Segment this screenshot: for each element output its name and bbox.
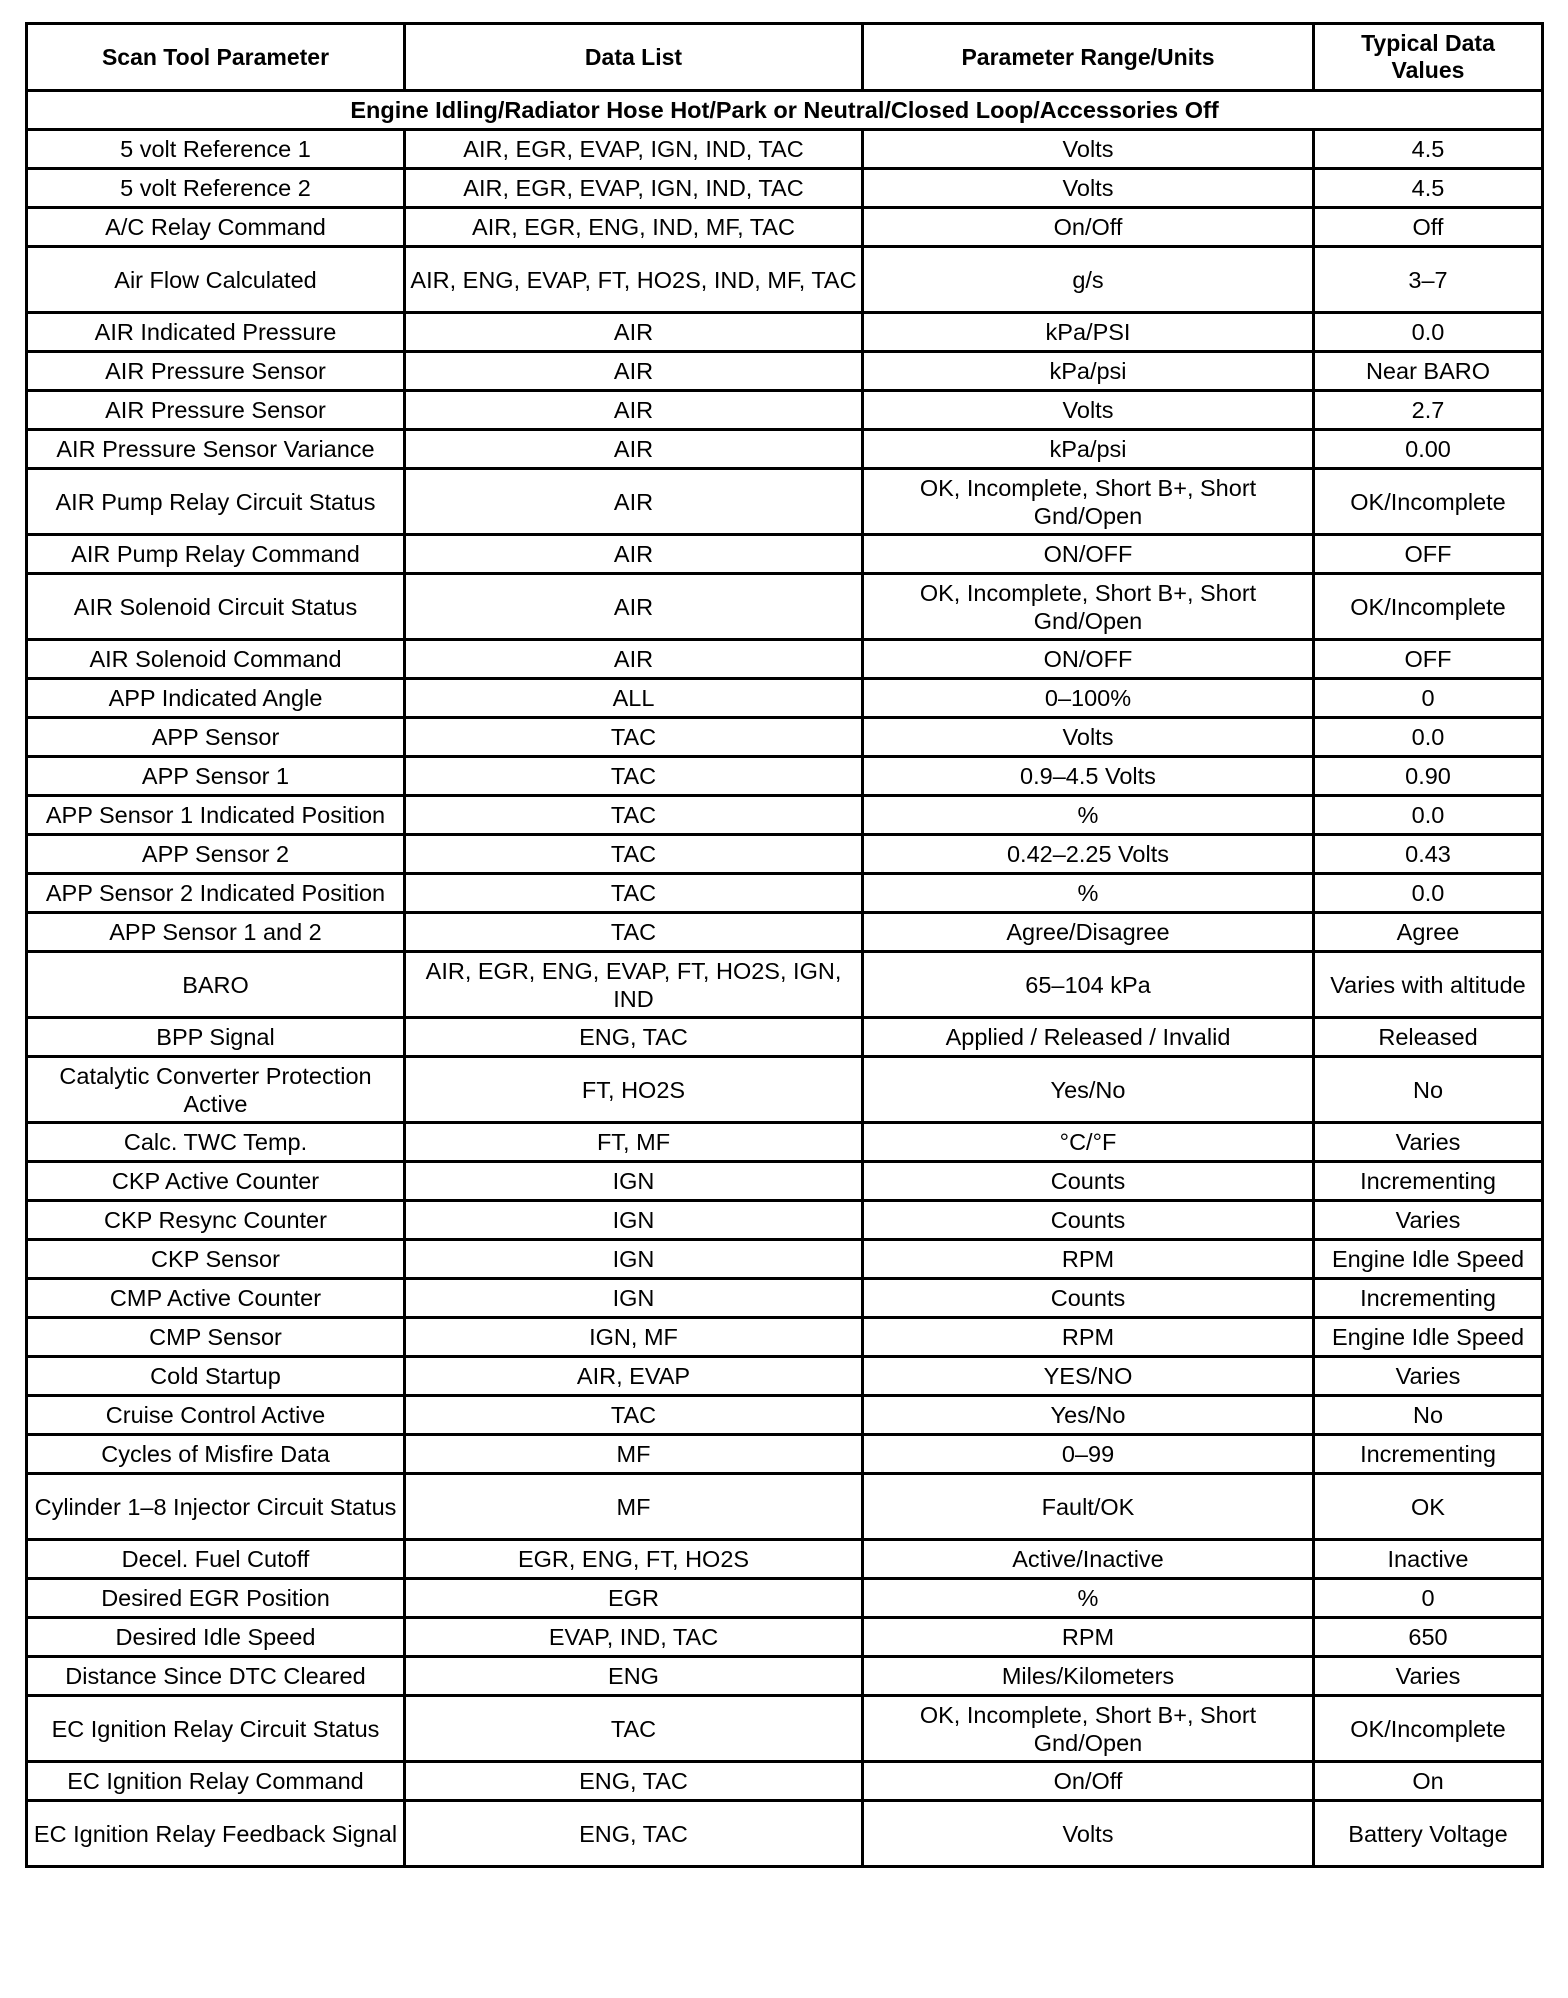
cell-scan-tool-parameter: APP Sensor bbox=[27, 718, 405, 757]
header-data-list: Data List bbox=[405, 24, 863, 91]
cell-parameter-range: % bbox=[863, 796, 1314, 835]
cell-data-list: TAC bbox=[405, 1396, 863, 1435]
cell-typical-value: On bbox=[1314, 1762, 1543, 1801]
cell-scan-tool-parameter: Desired Idle Speed bbox=[27, 1618, 405, 1657]
table-row bbox=[27, 1801, 1543, 1867]
cell-data-list: AIR bbox=[405, 430, 863, 469]
cell-scan-tool-parameter: Catalytic Converter Protection Active bbox=[27, 1057, 405, 1123]
cell-typical-value: 2.7 bbox=[1314, 391, 1543, 430]
cell-parameter-range: OK, Incomplete, Short B+, Short Gnd/Open bbox=[863, 469, 1314, 535]
table-row bbox=[27, 1201, 1543, 1240]
table-row bbox=[27, 874, 1543, 913]
table-row bbox=[27, 247, 1543, 313]
cell-parameter-range: RPM bbox=[863, 1240, 1314, 1279]
cell-typical-value: Battery Voltage bbox=[1314, 1801, 1543, 1867]
cell-scan-tool-parameter: Cruise Control Active bbox=[27, 1396, 405, 1435]
cell-scan-tool-parameter: EC Ignition Relay Circuit Status bbox=[27, 1696, 405, 1762]
cell-scan-tool-parameter: BARO bbox=[27, 952, 405, 1018]
header-parameter-range-units: Parameter Range/Units bbox=[863, 24, 1314, 91]
cell-data-list: IGN bbox=[405, 1162, 863, 1201]
cell-scan-tool-parameter: AIR Indicated Pressure bbox=[27, 313, 405, 352]
cell-scan-tool-parameter: CKP Active Counter bbox=[27, 1162, 405, 1201]
cell-scan-tool-parameter: AIR Pressure Sensor bbox=[27, 352, 405, 391]
cell-data-list: EGR, ENG, FT, HO2S bbox=[405, 1540, 863, 1579]
cell-data-list: TAC bbox=[405, 874, 863, 913]
cell-scan-tool-parameter: CMP Active Counter bbox=[27, 1279, 405, 1318]
table-row bbox=[27, 835, 1543, 874]
cell-typical-value: 0.0 bbox=[1314, 718, 1543, 757]
cell-parameter-range: On/Off bbox=[863, 1762, 1314, 1801]
cell-data-list: IGN, MF bbox=[405, 1318, 863, 1357]
cell-parameter-range: kPa/PSI bbox=[863, 313, 1314, 352]
cell-scan-tool-parameter: AIR Pressure Sensor Variance bbox=[27, 430, 405, 469]
cell-typical-value: Varies bbox=[1314, 1657, 1543, 1696]
cell-scan-tool-parameter: 5 volt Reference 1 bbox=[27, 130, 405, 169]
table-row bbox=[27, 796, 1543, 835]
cell-data-list: TAC bbox=[405, 913, 863, 952]
cell-data-list: AIR, EGR, EVAP, IGN, IND, TAC bbox=[405, 169, 863, 208]
table-row bbox=[27, 1696, 1543, 1762]
table-row bbox=[27, 391, 1543, 430]
cell-typical-value: Varies bbox=[1314, 1201, 1543, 1240]
cell-scan-tool-parameter: Cold Startup bbox=[27, 1357, 405, 1396]
cell-parameter-range: Volts bbox=[863, 1801, 1314, 1867]
table-row bbox=[27, 1474, 1543, 1540]
cell-typical-value: Released bbox=[1314, 1018, 1543, 1057]
cell-scan-tool-parameter: AIR Pump Relay Circuit Status bbox=[27, 469, 405, 535]
cell-data-list: ENG, TAC bbox=[405, 1762, 863, 1801]
cell-typical-value: 0.00 bbox=[1314, 430, 1543, 469]
cell-scan-tool-parameter: APP Sensor 2 bbox=[27, 835, 405, 874]
cell-data-list: AIR bbox=[405, 313, 863, 352]
cell-typical-value: 0.0 bbox=[1314, 796, 1543, 835]
cell-parameter-range: RPM bbox=[863, 1318, 1314, 1357]
cell-data-list: MF bbox=[405, 1474, 863, 1540]
cell-scan-tool-parameter: EC Ignition Relay Feedback Signal bbox=[27, 1801, 405, 1867]
cell-parameter-range: kPa/psi bbox=[863, 430, 1314, 469]
cell-parameter-range: Volts bbox=[863, 718, 1314, 757]
cell-data-list: AIR bbox=[405, 469, 863, 535]
table-body bbox=[27, 91, 1543, 1867]
table-row bbox=[27, 535, 1543, 574]
cell-scan-tool-parameter: AIR Pump Relay Command bbox=[27, 535, 405, 574]
cell-typical-value: 0.43 bbox=[1314, 835, 1543, 874]
table-row bbox=[27, 1357, 1543, 1396]
table-row bbox=[27, 640, 1543, 679]
cell-typical-value: 0.90 bbox=[1314, 757, 1543, 796]
cell-typical-value: Varies bbox=[1314, 1357, 1543, 1396]
cell-scan-tool-parameter: APP Sensor 1 bbox=[27, 757, 405, 796]
table-row bbox=[27, 1123, 1543, 1162]
cell-data-list: TAC bbox=[405, 718, 863, 757]
cell-data-list: AIR bbox=[405, 640, 863, 679]
cell-scan-tool-parameter: APP Sensor 1 and 2 bbox=[27, 913, 405, 952]
table-row bbox=[27, 1240, 1543, 1279]
cell-scan-tool-parameter: 5 volt Reference 2 bbox=[27, 169, 405, 208]
cell-parameter-range: Agree/Disagree bbox=[863, 913, 1314, 952]
section-title: Engine Idling/Radiator Hose Hot/Park or Neutral/Closed Loop/Accessories Off bbox=[27, 91, 1543, 130]
cell-typical-value: Near BARO bbox=[1314, 352, 1543, 391]
cell-data-list: AIR, EVAP bbox=[405, 1357, 863, 1396]
cell-data-list: AIR bbox=[405, 352, 863, 391]
cell-typical-value: 0 bbox=[1314, 679, 1543, 718]
cell-scan-tool-parameter: APP Sensor 1 Indicated Position bbox=[27, 796, 405, 835]
cell-parameter-range: Miles/Kilometers bbox=[863, 1657, 1314, 1696]
cell-parameter-range: OK, Incomplete, Short B+, Short Gnd/Open bbox=[863, 574, 1314, 640]
cell-scan-tool-parameter: Cylinder 1–8 Injector Circuit Status bbox=[27, 1474, 405, 1540]
scan-tool-data-table bbox=[25, 22, 1544, 1868]
cell-typical-value: Inactive bbox=[1314, 1540, 1543, 1579]
cell-scan-tool-parameter: BPP Signal bbox=[27, 1018, 405, 1057]
cell-parameter-range: Volts bbox=[863, 391, 1314, 430]
cell-parameter-range: 65–104 kPa bbox=[863, 952, 1314, 1018]
cell-parameter-range: Active/Inactive bbox=[863, 1540, 1314, 1579]
table-row bbox=[27, 130, 1543, 169]
cell-typical-value: Engine Idle Speed bbox=[1314, 1240, 1543, 1279]
cell-data-list: AIR, ENG, EVAP, FT, HO2S, IND, MF, TAC bbox=[405, 247, 863, 313]
cell-scan-tool-parameter: EC Ignition Relay Command bbox=[27, 1762, 405, 1801]
header-row bbox=[27, 24, 1543, 91]
cell-typical-value: 4.5 bbox=[1314, 169, 1543, 208]
table-row bbox=[27, 208, 1543, 247]
section-row bbox=[27, 91, 1543, 130]
cell-parameter-range: 0–100% bbox=[863, 679, 1314, 718]
cell-scan-tool-parameter: Calc. TWC Temp. bbox=[27, 1123, 405, 1162]
cell-data-list: AIR bbox=[405, 535, 863, 574]
cell-scan-tool-parameter: CKP Resync Counter bbox=[27, 1201, 405, 1240]
cell-scan-tool-parameter: CMP Sensor bbox=[27, 1318, 405, 1357]
table-header bbox=[27, 24, 1543, 91]
table-row bbox=[27, 430, 1543, 469]
table-row bbox=[27, 313, 1543, 352]
table-row bbox=[27, 952, 1543, 1018]
header-typical-data-values bbox=[1314, 24, 1543, 91]
cell-typical-value: Engine Idle Speed bbox=[1314, 1318, 1543, 1357]
table-row bbox=[27, 757, 1543, 796]
cell-typical-value: 650 bbox=[1314, 1618, 1543, 1657]
cell-parameter-range: Counts bbox=[863, 1162, 1314, 1201]
cell-parameter-range: YES/NO bbox=[863, 1357, 1314, 1396]
cell-data-list: ENG, TAC bbox=[405, 1801, 863, 1867]
cell-data-list: IGN bbox=[405, 1201, 863, 1240]
cell-scan-tool-parameter: AIR Pressure Sensor bbox=[27, 391, 405, 430]
cell-parameter-range: °C/°F bbox=[863, 1123, 1314, 1162]
cell-parameter-range: Volts bbox=[863, 169, 1314, 208]
cell-parameter-range: Applied / Released / Invalid bbox=[863, 1018, 1314, 1057]
cell-parameter-range: OK, Incomplete, Short B+, Short Gnd/Open bbox=[863, 1696, 1314, 1762]
cell-parameter-range: g/s bbox=[863, 247, 1314, 313]
cell-typical-value: OFF bbox=[1314, 640, 1543, 679]
table-row bbox=[27, 1762, 1543, 1801]
table-row bbox=[27, 913, 1543, 952]
cell-parameter-range: ON/OFF bbox=[863, 535, 1314, 574]
cell-data-list: FT, HO2S bbox=[405, 1057, 863, 1123]
table-row bbox=[27, 1279, 1543, 1318]
cell-typical-value: OK bbox=[1314, 1474, 1543, 1540]
cell-data-list: AIR, EGR, ENG, IND, MF, TAC bbox=[405, 208, 863, 247]
table-row bbox=[27, 1579, 1543, 1618]
cell-scan-tool-parameter: Cycles of Misfire Data bbox=[27, 1435, 405, 1474]
cell-data-list: IGN bbox=[405, 1279, 863, 1318]
cell-data-list: MF bbox=[405, 1435, 863, 1474]
cell-data-list: TAC bbox=[405, 1696, 863, 1762]
table-row bbox=[27, 574, 1543, 640]
cell-scan-tool-parameter: Decel. Fuel Cutoff bbox=[27, 1540, 405, 1579]
cell-typical-value: No bbox=[1314, 1396, 1543, 1435]
cell-data-list: ENG, TAC bbox=[405, 1018, 863, 1057]
cell-data-list: IGN bbox=[405, 1240, 863, 1279]
table-row bbox=[27, 718, 1543, 757]
cell-data-list: ENG bbox=[405, 1657, 863, 1696]
cell-scan-tool-parameter: APP Indicated Angle bbox=[27, 679, 405, 718]
cell-data-list: AIR bbox=[405, 391, 863, 430]
cell-typical-value: Varies bbox=[1314, 1123, 1543, 1162]
cell-scan-tool-parameter: AIR Solenoid Command bbox=[27, 640, 405, 679]
cell-data-list: AIR, EGR, EVAP, IGN, IND, TAC bbox=[405, 130, 863, 169]
cell-scan-tool-parameter: Desired EGR Position bbox=[27, 1579, 405, 1618]
cell-typical-value: 4.5 bbox=[1314, 130, 1543, 169]
cell-typical-value: Incrementing bbox=[1314, 1162, 1543, 1201]
cell-typical-value: Agree bbox=[1314, 913, 1543, 952]
cell-data-list: AIR bbox=[405, 574, 863, 640]
cell-parameter-range: 0.42–2.25 Volts bbox=[863, 835, 1314, 874]
header-scan-tool-parameter: Scan Tool Parameter bbox=[27, 24, 405, 91]
cell-scan-tool-parameter: A/C Relay Command bbox=[27, 208, 405, 247]
table-row bbox=[27, 1018, 1543, 1057]
cell-parameter-range: Yes/No bbox=[863, 1396, 1314, 1435]
cell-parameter-range: 0–99 bbox=[863, 1435, 1314, 1474]
cell-parameter-range: On/Off bbox=[863, 208, 1314, 247]
cell-typical-value: OFF bbox=[1314, 535, 1543, 574]
cell-scan-tool-parameter: Air Flow Calculated bbox=[27, 247, 405, 313]
cell-data-list: EGR bbox=[405, 1579, 863, 1618]
cell-typical-value: 3–7 bbox=[1314, 247, 1543, 313]
cell-typical-value: 0.0 bbox=[1314, 313, 1543, 352]
cell-data-list: EVAP, IND, TAC bbox=[405, 1618, 863, 1657]
cell-parameter-range: Counts bbox=[863, 1201, 1314, 1240]
cell-parameter-range: ON/OFF bbox=[863, 640, 1314, 679]
cell-parameter-range: % bbox=[863, 874, 1314, 913]
cell-data-list: TAC bbox=[405, 835, 863, 874]
table-row bbox=[27, 1540, 1543, 1579]
cell-typical-value: No bbox=[1314, 1057, 1543, 1123]
cell-parameter-range: Volts bbox=[863, 130, 1314, 169]
cell-scan-tool-parameter: CKP Sensor bbox=[27, 1240, 405, 1279]
table-row bbox=[27, 1435, 1543, 1474]
cell-data-list: ALL bbox=[405, 679, 863, 718]
cell-scan-tool-parameter: Distance Since DTC Cleared bbox=[27, 1657, 405, 1696]
cell-data-list: FT, MF bbox=[405, 1123, 863, 1162]
cell-typical-value: Off bbox=[1314, 208, 1543, 247]
cell-data-list: AIR, EGR, ENG, EVAP, FT, HO2S, IGN, IND bbox=[405, 952, 863, 1018]
cell-scan-tool-parameter: AIR Solenoid Circuit Status bbox=[27, 574, 405, 640]
cell-typical-value: OK/Incomplete bbox=[1314, 1696, 1543, 1762]
table-row bbox=[27, 1318, 1543, 1357]
table-row bbox=[27, 169, 1543, 208]
cell-parameter-range: 0.9–4.5 Volts bbox=[863, 757, 1314, 796]
table-row bbox=[27, 1162, 1543, 1201]
table-row bbox=[27, 1396, 1543, 1435]
cell-parameter-range: Yes/No bbox=[863, 1057, 1314, 1123]
cell-parameter-range: % bbox=[863, 1579, 1314, 1618]
cell-parameter-range: Counts bbox=[863, 1279, 1314, 1318]
table-row bbox=[27, 352, 1543, 391]
header-typical-data-values-label: Typical Data Values bbox=[1361, 30, 1495, 83]
cell-scan-tool-parameter: APP Sensor 2 Indicated Position bbox=[27, 874, 405, 913]
cell-parameter-range: Fault/OK bbox=[863, 1474, 1314, 1540]
cell-typical-value: 0.0 bbox=[1314, 874, 1543, 913]
cell-typical-value: Varies with altitude bbox=[1314, 952, 1543, 1018]
cell-typical-value: OK/Incomplete bbox=[1314, 469, 1543, 535]
table-row bbox=[27, 469, 1543, 535]
cell-data-list: TAC bbox=[405, 796, 863, 835]
cell-typical-value: Incrementing bbox=[1314, 1435, 1543, 1474]
cell-parameter-range: RPM bbox=[863, 1618, 1314, 1657]
cell-data-list: TAC bbox=[405, 757, 863, 796]
table-row bbox=[27, 1657, 1543, 1696]
table-row bbox=[27, 679, 1543, 718]
cell-typical-value: 0 bbox=[1314, 1579, 1543, 1618]
table-row bbox=[27, 1618, 1543, 1657]
cell-typical-value: OK/Incomplete bbox=[1314, 574, 1543, 640]
cell-typical-value: Incrementing bbox=[1314, 1279, 1543, 1318]
cell-parameter-range: kPa/psi bbox=[863, 352, 1314, 391]
table-row bbox=[27, 1057, 1543, 1123]
